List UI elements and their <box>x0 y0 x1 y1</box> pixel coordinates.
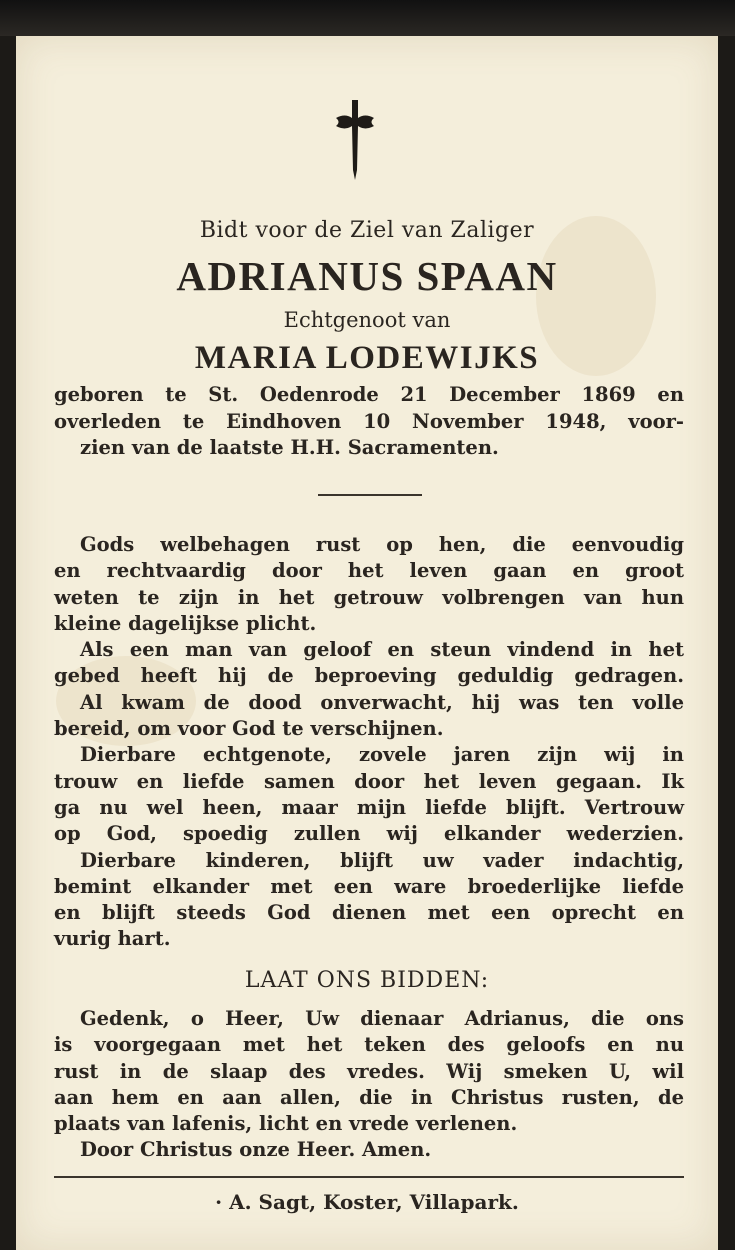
text-line: Al kwam de dood onverwacht, hij was ten volle <box>80 690 684 714</box>
text-line: plaats van lafenis, licht en vrede verlenen. <box>54 1112 518 1136</box>
spouse-name: MARIA LODEWIJKS <box>194 340 540 376</box>
printer-credit: · A. Sagt, Koster, Villapark. <box>215 1190 519 1214</box>
cross-icon <box>331 98 379 182</box>
text-line: is voorgegaan met het teken des geloofs en nu <box>54 1033 684 1057</box>
text-line: rust in de slaap des vredes. Wij smeken U, wil <box>54 1059 684 1083</box>
text-line: gebed heeft hij de beproeving geduldig gedragen. <box>54 664 684 688</box>
pray-line: Bidt voor de Ziel van Zaliger <box>199 218 535 243</box>
spouse-label: Echtgenoot van <box>283 308 451 332</box>
deceased-name: ADRIANUS SPAAN <box>176 253 558 299</box>
text-line: Gods welbehagen rust op hen, die eenvoudig <box>80 533 684 556</box>
text-line: Gedenk, o Heer, Uw dienaar Adrianus, die ons <box>80 1007 684 1030</box>
birth-death-paragraph <box>54 382 684 462</box>
card-top-edge <box>0 0 735 36</box>
text-line: Dierbare echtgenote, zovele jaren zijn wij in <box>80 743 684 767</box>
divider-short <box>318 494 422 496</box>
prayer-heading: LAAT ONS BIDDEN: <box>244 968 490 993</box>
text-line: en rechtvaardig door het leven gaan en groot <box>54 559 684 583</box>
prayer-text <box>54 1006 684 1164</box>
text-line: zien van de laatste H.H. Sacramenten. <box>80 436 499 459</box>
text-line: ga nu wel heen, maar mijn liefde blijft. Vertrouw <box>54 795 684 819</box>
text-line: bemint elkander met een ware broederlijke liefde <box>54 874 684 898</box>
text-line: en blijft steeds God dienen met een oprecht en <box>54 901 684 925</box>
text-line: Door Christus onze Heer. Amen. <box>80 1138 432 1162</box>
text-line: aan hem en aan allen, die in Christus rusten, de <box>54 1085 684 1109</box>
text-line: bereid, om voor God te verschijnen. <box>54 717 444 741</box>
memorial-card <box>16 36 718 1250</box>
text-line: geboren te St. Oedenrode 21 December 1869 en <box>54 383 684 406</box>
text-line: kleine dagelijkse plicht. <box>54 611 317 635</box>
text-line: Dierbare kinderen, blijft uw vader indachtig, <box>80 848 684 872</box>
meditation-text <box>54 532 684 953</box>
text-line: Als een man van geloof en steun vindend in het <box>80 638 684 662</box>
text-line: overleden te Eindhoven 10 November 1948, voor- <box>54 409 684 433</box>
text-line: weten te zijn in het getrouw volbrengen van hun <box>54 585 684 609</box>
text-line: trouw en liefde samen door het leven gegaan. Ik <box>54 769 684 793</box>
text-line: op God, spoedig zullen wij elkander wederzien. <box>54 822 684 846</box>
text-line: vurig hart. <box>54 927 171 951</box>
divider-long <box>54 1176 684 1178</box>
